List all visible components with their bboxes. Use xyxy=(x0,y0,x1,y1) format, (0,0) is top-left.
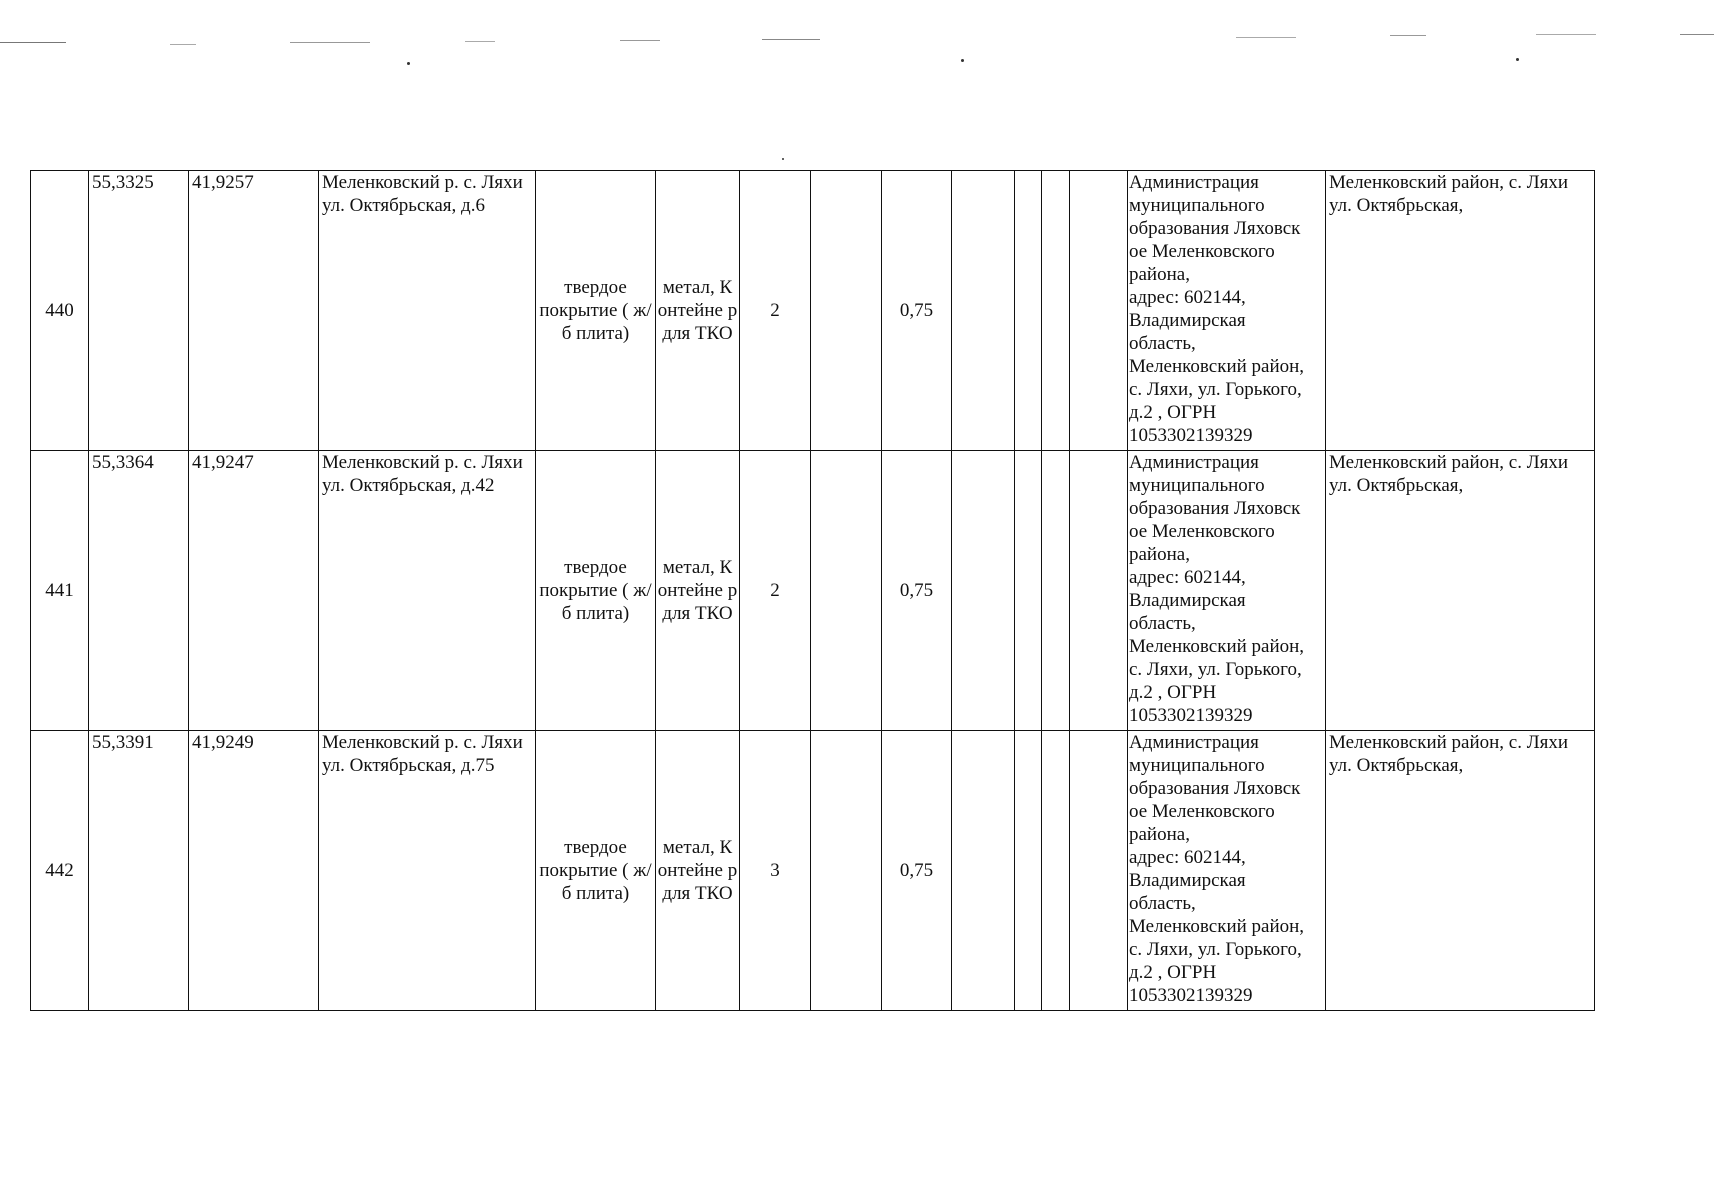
latitude-cell: 55,3391 xyxy=(89,731,189,1011)
container-volume-cell: 0,75 xyxy=(882,171,952,451)
scan-artifact xyxy=(1390,35,1426,36)
table-row xyxy=(31,451,1595,731)
scan-artifact xyxy=(0,42,66,43)
address-cell: Меленковский р. с. Ляхи ул. Октябрьская, д.42 xyxy=(319,451,536,731)
scan-dot xyxy=(782,158,784,160)
container-count-cell: 2 xyxy=(740,451,811,731)
latitude-cell: 55,3325 xyxy=(89,171,189,451)
waste-source-cell: Меленковский район, с. Ляхи ул. Октябрьская, xyxy=(1326,731,1595,1011)
empty-cell xyxy=(1042,731,1070,1011)
scan-dot xyxy=(1516,58,1519,61)
empty-cell xyxy=(1042,451,1070,731)
empty-cell xyxy=(1042,171,1070,451)
scan-artifact xyxy=(290,42,370,43)
address-cell: Меленковский р. с. Ляхи ул. Октябрьская, д.75 xyxy=(319,731,536,1011)
owner-cell: Администрация муниципального образования Ляховск ое Меленковского района, адрес: 602144, Владимирская область, Меленковский район, с. Ляхи, ул. Горького, д.2 , ОГРН 1053302139329 xyxy=(1128,731,1326,1011)
empty-cell xyxy=(811,171,882,451)
scan-artifact xyxy=(170,44,196,45)
scan-dot xyxy=(961,59,964,62)
empty-cell xyxy=(1070,171,1128,451)
scan-artifact xyxy=(1536,34,1596,35)
container-count-cell: 3 xyxy=(740,731,811,1011)
longitude-cell: 41,9249 xyxy=(189,731,319,1011)
scan-artifact xyxy=(1680,34,1714,35)
empty-cell xyxy=(1070,731,1128,1011)
material-cell: метал, К онтейне р для ТКО xyxy=(656,731,740,1011)
scan-artifact xyxy=(762,39,820,40)
scan-artifact xyxy=(620,40,660,41)
scan-dot xyxy=(407,62,410,65)
surface-cell: твердое покрытие ( ж/б плита) xyxy=(536,451,656,731)
empty-cell xyxy=(1070,451,1128,731)
scan-artifact xyxy=(1236,37,1296,38)
container-volume-cell: 0,75 xyxy=(882,731,952,1011)
container-site-registry-table xyxy=(30,170,1595,1011)
waste-source-cell: Меленковский район, с. Ляхи ул. Октябрьская, xyxy=(1326,171,1595,451)
table-row xyxy=(31,171,1595,451)
waste-source-cell: Меленковский район, с. Ляхи ул. Октябрьская, xyxy=(1326,451,1595,731)
material-cell: метал, К онтейне р для ТКО xyxy=(656,451,740,731)
empty-cell xyxy=(952,171,1015,451)
longitude-cell: 41,9257 xyxy=(189,171,319,451)
empty-cell xyxy=(1015,171,1042,451)
row-number: 441 xyxy=(31,451,89,731)
address-cell: Меленковский р. с. Ляхи ул. Октябрьская, д.6 xyxy=(319,171,536,451)
empty-cell xyxy=(1015,731,1042,1011)
surface-cell: твердое покрытие ( ж/б плита) xyxy=(536,731,656,1011)
row-number: 440 xyxy=(31,171,89,451)
empty-cell xyxy=(811,451,882,731)
surface-cell: твердое покрытие ( ж/б плита) xyxy=(536,171,656,451)
container-volume-cell: 0,75 xyxy=(882,451,952,731)
longitude-cell: 41,9247 xyxy=(189,451,319,731)
owner-cell: Администрация муниципального образования Ляховск ое Меленковского района, адрес: 602144, Владимирская область, Меленковский район, с. Ляхи, ул. Горького, д.2 , ОГРН 1053302139329 xyxy=(1128,171,1326,451)
table-row xyxy=(31,731,1595,1011)
latitude-cell: 55,3364 xyxy=(89,451,189,731)
owner-cell: Администрация муниципального образования Ляховск ое Меленковского района, адрес: 602144, Владимирская область, Меленковский район, с. Ляхи, ул. Горького, д.2 , ОГРН 1053302139329 xyxy=(1128,451,1326,731)
row-number: 442 xyxy=(31,731,89,1011)
empty-cell xyxy=(952,451,1015,731)
scan-artifact xyxy=(465,41,495,42)
container-count-cell: 2 xyxy=(740,171,811,451)
empty-cell xyxy=(952,731,1015,1011)
empty-cell xyxy=(811,731,882,1011)
empty-cell xyxy=(1015,451,1042,731)
material-cell: метал, К онтейне р для ТКО xyxy=(656,171,740,451)
